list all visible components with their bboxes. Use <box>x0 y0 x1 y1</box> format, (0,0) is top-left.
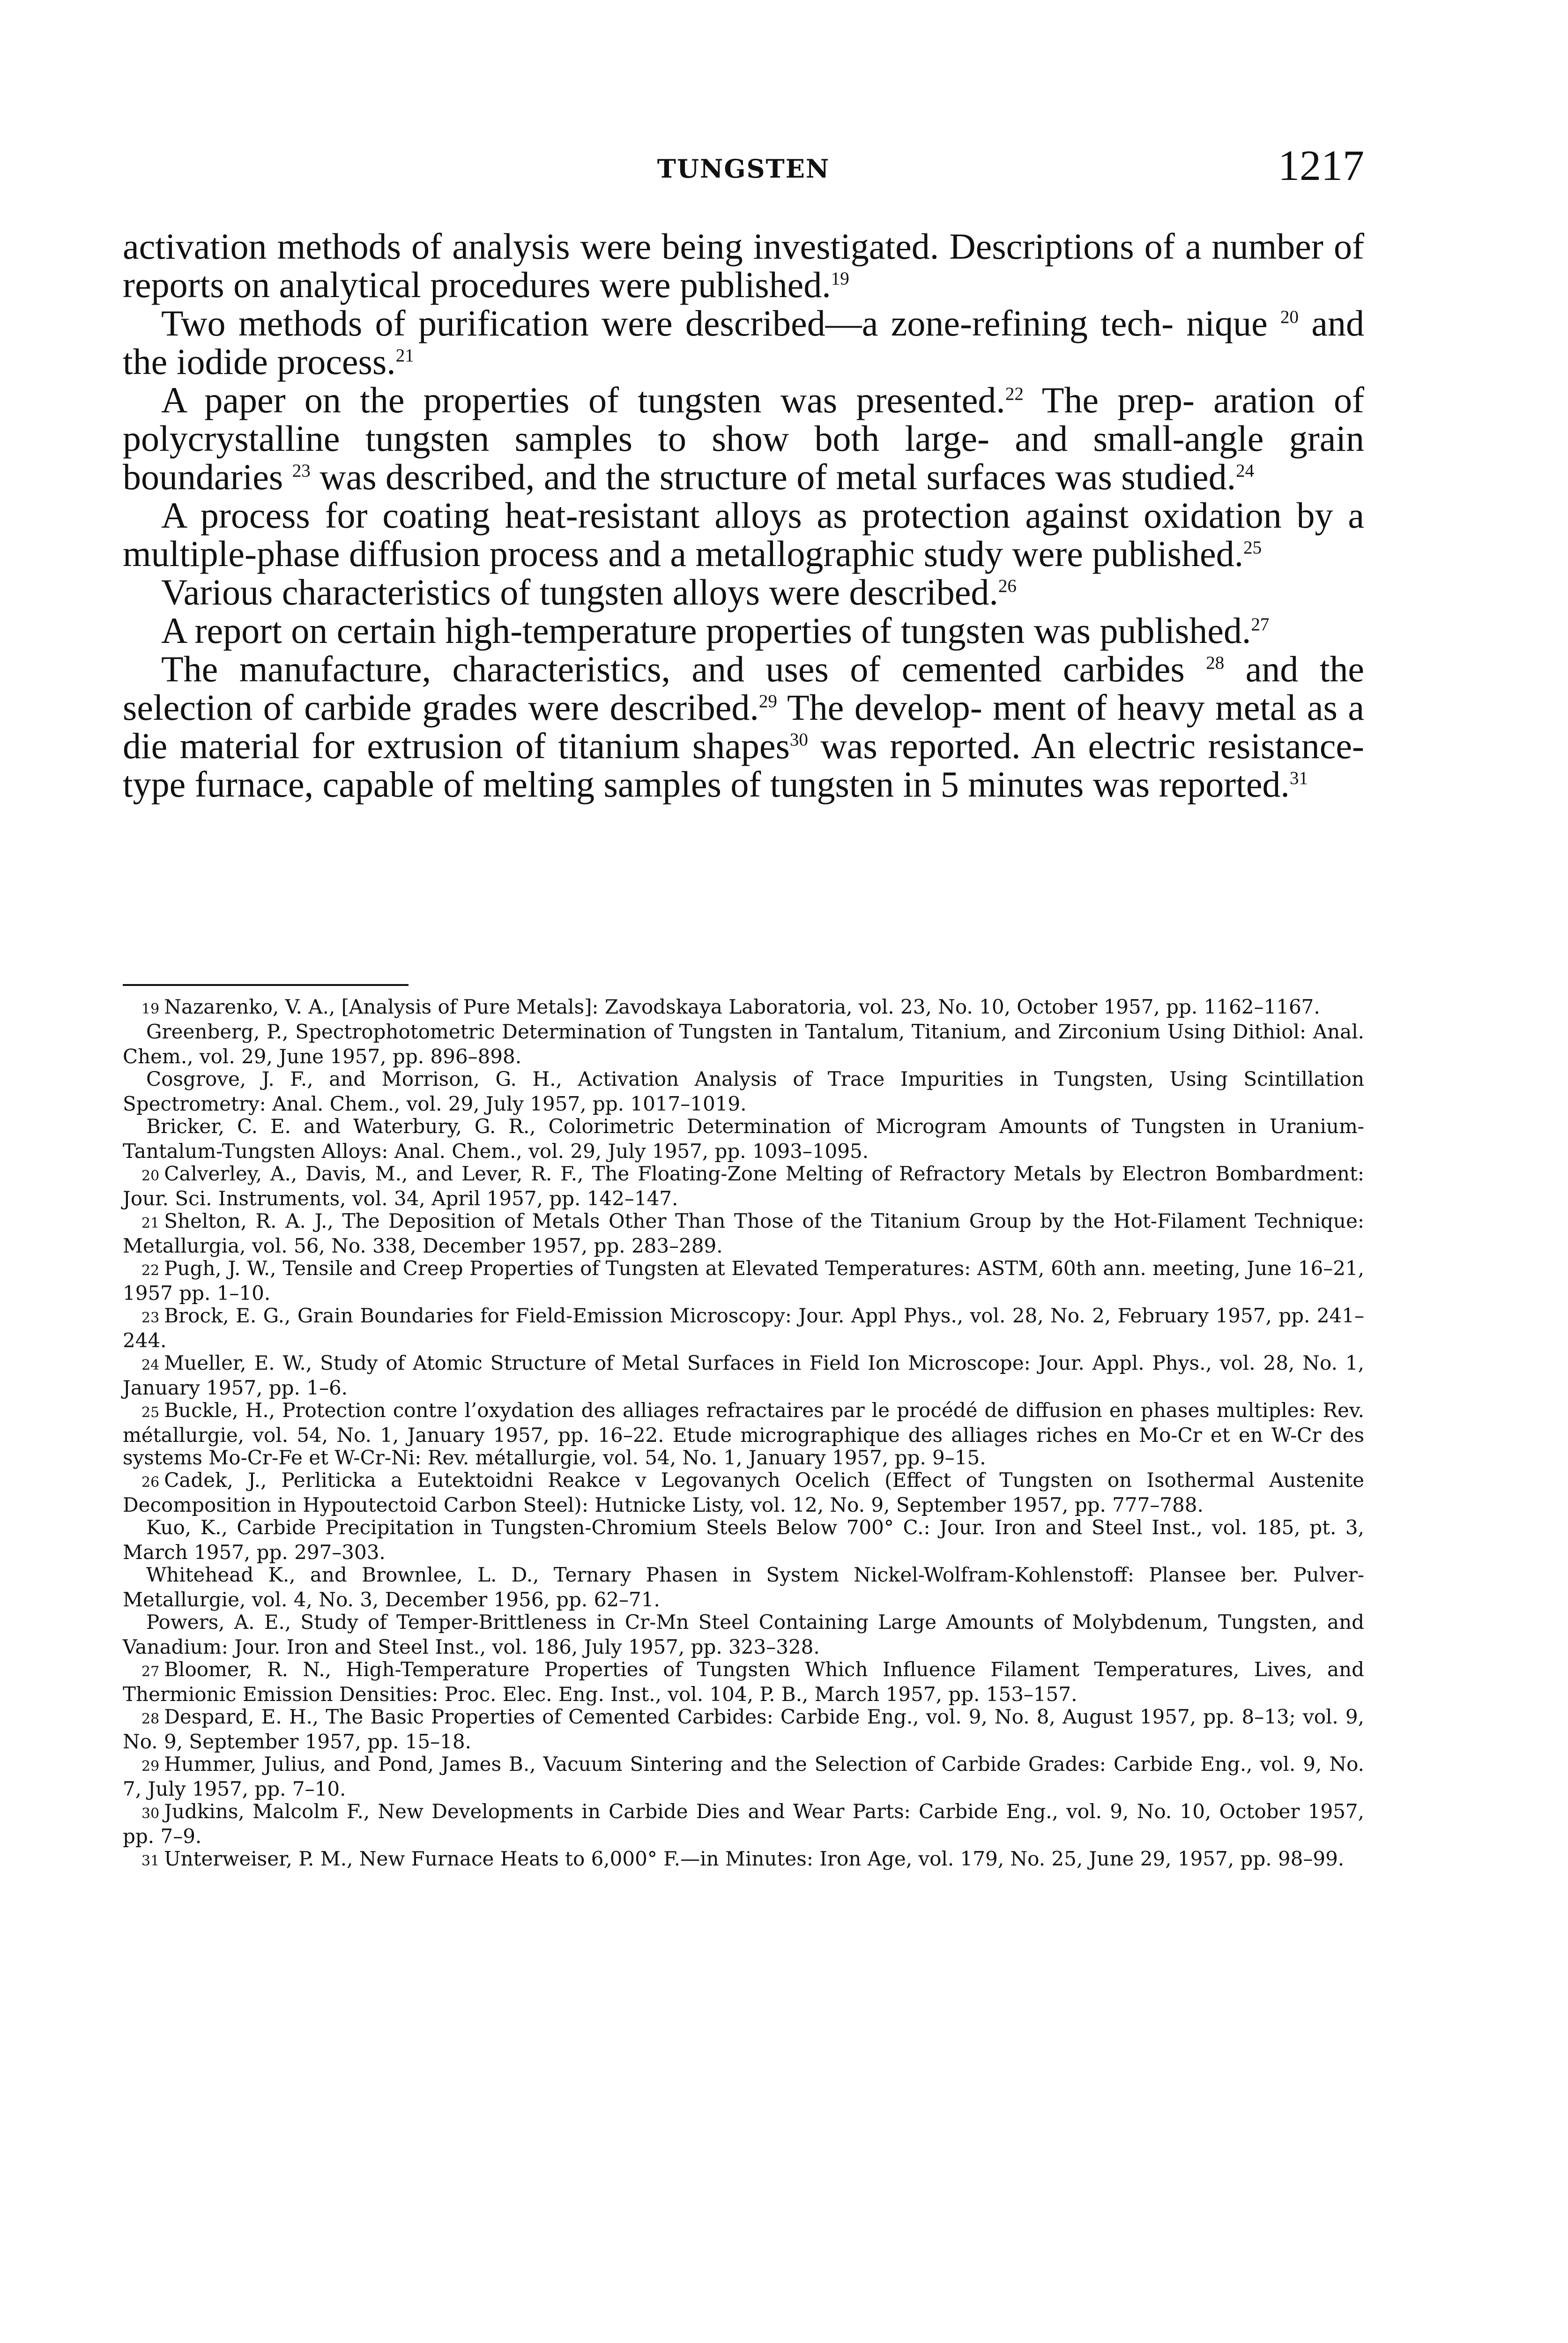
footnote-text: Shelton, R. A. J., The Deposition of Metals Other Than Those of the Titanium Group by the Hot-Filament Technique: Metallurgia, vol. 56, No. 338, December 1957, pp. 283–289. <box>123 1209 1364 1257</box>
footnote-number: 20 <box>141 1168 160 1184</box>
footnote <box>123 1800 1364 1848</box>
footnote-text: Judkins, Malcolm F., New Developments in Carbide Dies and Wear Parts: Carbide Eng., vol. 9, No. 10, October 1957, pp. 7–9. <box>123 1800 1364 1848</box>
paragraph-text: A paper on the properties of tungsten was presented. <box>161 380 1005 420</box>
footnote-ref: 28 <box>1206 653 1225 673</box>
footnote-text: Cadek, J., Perliticka a Eutektoidni Reakce v Legovanych Ocelich (Effect of Tungsten on Isothermal Austenite Decomposition in Hypoutectoid Carbon Steel): Hutnicke Listy, vol. 12, No. 9, September 1957, pp. 777–788. <box>123 1469 1364 1516</box>
footnote-text: Kuo, K., Carbide Precipitation in Tungsten-Chromium Steels Below 700° C.: Jour. Iron and Steel Inst., vol. 185, pt. 3, March 1957, pp. 297–303. <box>123 1516 1364 1564</box>
footnote-number: 26 <box>141 1474 160 1491</box>
paragraph-text: and the iodide process. <box>123 303 1364 382</box>
footnote-number: 19 <box>141 1001 160 1017</box>
footnote-ref: 31 <box>1289 768 1308 788</box>
footnote-text: Unterweiser, P. M., New Furnace Heats to 6,000° F.—in Minutes: Iron Age, vol. 179, No. 25, June 29, 1957, pp. 98–99. <box>164 1847 1345 1870</box>
footnote <box>123 1848 1364 1873</box>
paragraph-text: Various characteristics of tungsten alloys were described. <box>161 572 998 612</box>
footnote <box>123 1257 1364 1305</box>
paragraph-text: The manufacture, characteristics, and uses of cemented carbides <box>161 649 1206 689</box>
paragraph-text: was reported. An electric resistance-type furnace, capable of melting samples of tungsten in 5 minutes was reported. <box>123 725 1365 805</box>
footnote-ref: 21 <box>395 345 414 366</box>
footnote-text: Despard, E. H., The Basic Properties of Cemented Carbides: Carbide Eng., vol. 9, No. 8, August 1957, pp. 8–13; vol. 9, No. 9, September 1957, pp. 15–18. <box>123 1705 1364 1753</box>
footnote <box>123 1305 1364 1352</box>
footnote-text: Mueller, E. W., Study of Atomic Structure of Metal Surfaces in Field Ion Microscope: Jour. Appl. Phys., vol. 28, No. 1, January 1957, pp. 1–6. <box>123 1351 1364 1399</box>
footnote <box>123 1021 1364 1068</box>
footnote-ref: 22 <box>1005 384 1024 404</box>
footnote-number: 31 <box>141 1853 160 1869</box>
footnote <box>123 996 1364 1021</box>
footnote-number: 28 <box>141 1711 160 1727</box>
footnote-ref: 30 <box>789 730 808 750</box>
paragraph-text: A process for coating heat-resistant alloys as protection against oxidation by a multiple-phase diffusion process and a metallographic study were published. <box>123 495 1364 574</box>
footnote-text: Cosgrove, J. F., and Morrison, G. H., Activation Analysis of Trace Impurities in Tungsten, Using Scintillation Spectrometry: Anal. Chem., vol. 29, July 1957, pp. 1017–1019. <box>123 1067 1364 1115</box>
paragraph <box>123 304 1364 381</box>
paragraph-text: activation methods of analysis were being investigated. Descriptions of a number of reports on analytical procedures were published. <box>123 226 1364 305</box>
footnote <box>123 1163 1364 1210</box>
footnote-text: Whitehead K., and Brownlee, L. D., Ternary Phasen in System Nickel-Wolfram-Kohlenstoff: Plansee ber. Pulver-Metallurgie, vol. 4, No. 3, December 1956, pp. 62–71. <box>123 1563 1364 1611</box>
footnote-text: Greenberg, P., Spectrophotometric Determination of Tungsten in Tantalum, Titanium, and Zirconium Using Dithiol: Anal. Chem., vol. 29, June 1957, pp. 896–898. <box>123 1020 1364 1068</box>
page-number: 1217 <box>1278 142 1364 189</box>
paragraph-text: was described, and the structure of metal surfaces was studied. <box>310 456 1236 497</box>
paragraph <box>123 227 1364 304</box>
footnote-text: Brock, E. G., Grain Boundaries for Field-Emission Microscopy: Jour. Appl Phys., vol. 28, No. 2, February 1957, pp. 241–244. <box>123 1304 1364 1352</box>
footnote <box>123 1399 1364 1469</box>
footnote-ref: 20 <box>1280 307 1299 327</box>
paragraph <box>123 650 1364 804</box>
footnote-ref: 26 <box>998 576 1017 596</box>
footnote-ref: 27 <box>1251 614 1270 634</box>
paragraph-text: A report on certain high-temperature properties of tungsten was published. <box>161 610 1251 651</box>
footnote-text: Hummer, Julius, and Pond, James B., Vacuum Sintering and the Selection of Carbide Grades: Carbide Eng., vol. 9, No. 7, July 1957, pp. 7–10. <box>123 1753 1364 1800</box>
paragraph-text: Two methods of purification were described—a zone-refining tech- nique <box>161 303 1281 343</box>
footnote <box>123 1352 1364 1399</box>
footnote-number: 23 <box>141 1310 160 1326</box>
footnote-number: 29 <box>141 1758 160 1775</box>
footnote <box>123 1210 1364 1257</box>
footnote <box>123 1753 1364 1800</box>
paragraph <box>123 612 1364 650</box>
footnote-text: Buckle, H., Protection contre l’oxydation des alliages refractaires par le procédé de diffusion en phases multiples: Rev. métallurgie, vol. 54, No. 1, January 1957, pp. 16–22. Etude micrographique des alliages riches en Mo-Cr et en W-Cr des systems Mo-Cr-Fe et W-Cr-Ni: Rev. métallurgie, vol. 54, No. 1, January 1957, pp. 9–15. <box>123 1399 1364 1469</box>
footnote-ref: 24 <box>1236 461 1255 481</box>
footnote-text: Bricker, C. E. and Waterbury, G. R., Colorimetric Determination of Microgram Amounts of Tungsten in Uranium-Tantalum-Tungsten Alloys: Anal. Chem., vol. 29, July 1957, pp. 1093–1095. <box>123 1115 1364 1163</box>
paragraph <box>123 573 1364 612</box>
paragraph-text: and the selection of carbide grades were described. <box>123 649 1364 728</box>
footnote-text: Calverley, A., Davis, M., and Lever, R. F., The Floating-Zone Melting of Refractory Metals by Electron Bombardment: Jour. Sci. Instruments, vol. 34, April 1957, pp. 142–147. <box>123 1162 1364 1210</box>
footnote <box>123 1611 1364 1658</box>
footnote <box>123 1115 1364 1163</box>
paragraph <box>123 381 1364 496</box>
footnote-number: 30 <box>141 1806 160 1822</box>
footnotes <box>123 996 1364 1873</box>
paragraph <box>123 496 1364 573</box>
footnote-number: 25 <box>141 1404 160 1421</box>
footnote-text: Bloomer, R. N., High-Temperature Properties of Tungsten Which Influence Filament Temperatures, Lives, and Thermionic Emission Densities: Proc. Elec. Eng. Inst., vol. 104, P. B., March 1957, pp. 153–157. <box>123 1658 1364 1706</box>
footnote-ref: 25 <box>1243 537 1262 558</box>
footnote-number: 22 <box>141 1262 160 1279</box>
footnote <box>123 1516 1364 1564</box>
running-title: TUNGSTEN <box>657 154 830 184</box>
paragraph-text: The develop- ment of heavy metal as a die material for extrusion of titanium shapes <box>123 687 1364 766</box>
paragraph-text: The prep- aration of polycrystalline tungsten samples to show both large- and small-angle grain boundaries <box>123 380 1364 497</box>
footnote-divider <box>123 984 409 986</box>
body-text <box>123 227 1364 804</box>
footnote-number: 24 <box>141 1357 160 1373</box>
footnote <box>123 1068 1364 1115</box>
footnote <box>123 1469 1364 1516</box>
footnote-ref: 19 <box>831 269 849 289</box>
footnote-ref: 23 <box>292 461 311 481</box>
page-header <box>123 141 1364 197</box>
footnote-text: Pugh, J. W., Tensile and Creep Properties of Tungsten at Elevated Temperatures: ASTM, 60th ann. meeting, June 16–21, 1957 pp. 1–10. <box>123 1257 1364 1305</box>
footnote <box>123 1564 1364 1611</box>
footnote-ref: 29 <box>758 691 777 711</box>
footnote-text: Powers, A. E., Study of Temper-Brittleness in Cr-Mn Steel Containing Large Amounts of Molybdenum, Tungsten, and Vanadium: Jour. Iron and Steel Inst., vol. 186, July 1957, pp. 323–328. <box>123 1611 1364 1658</box>
footnote <box>123 1706 1364 1753</box>
footnote-text: Nazarenko, V. A., [Analysis of Pure Metals]: Zavodskaya Laboratoria, vol. 23, No. 10, October 1957, pp. 1162–1167. <box>164 995 1320 1018</box>
footnote <box>123 1658 1364 1706</box>
footnote-number: 27 <box>141 1664 160 1680</box>
footnote-number: 21 <box>141 1215 160 1231</box>
